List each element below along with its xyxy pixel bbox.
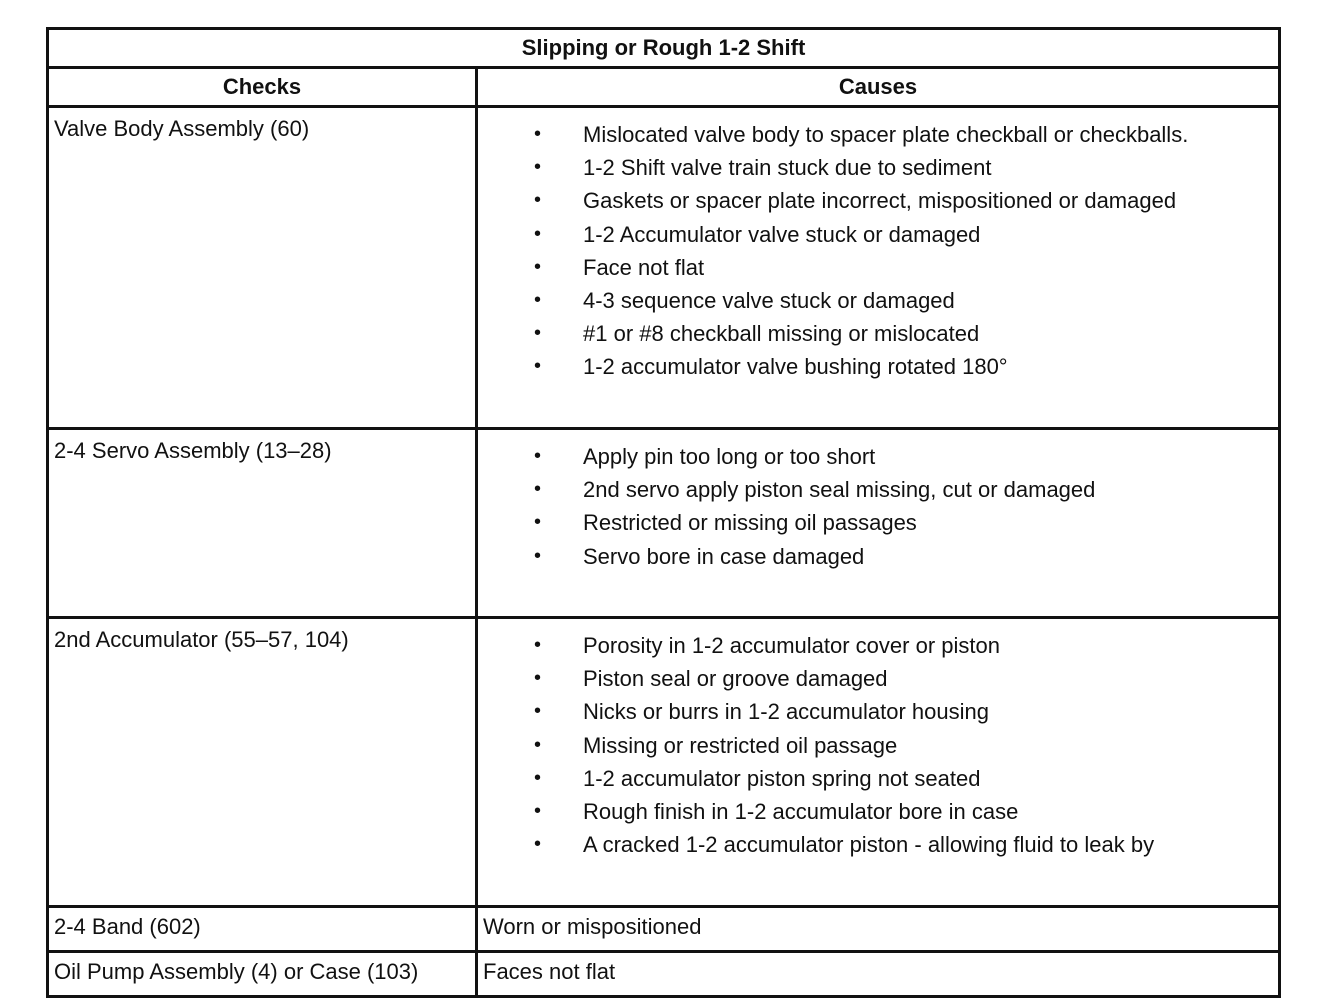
diagnosis-table [46,27,1281,998]
cause-text: Restricted or missing oil passages [583,510,917,536]
list-item [478,506,1278,539]
list-item [478,695,1278,728]
bullet-icon: • [534,511,542,534]
bullet-icon: • [534,445,542,467]
check-cell: 2nd Accumulator (55–57, 104) [48,618,477,907]
check-cell: Oil Pump Assembly (4) or Case (103) [48,952,477,997]
list-item [478,284,1278,317]
cause-text: 1-2 Accumulator valve stuck or damaged [583,221,981,247]
cause-text: 2nd servo apply piston seal missing, cut or damaged [583,477,1096,503]
header-checks: Checks [48,68,477,107]
list-item [478,184,1278,217]
list-item [478,218,1278,251]
title-row [48,29,1280,68]
cause-text: 1-2 Shift valve train stuck due to sediment [583,155,992,181]
causes-cell [477,429,1280,618]
bullet-icon: • [534,766,542,789]
header-row [48,68,1280,107]
causes-list [478,430,1278,573]
list-item [478,629,1278,662]
cause-cell: Faces not flat [477,952,1280,997]
causes-cell [477,107,1280,429]
cause-text: Nicks or burrs in 1-2 accumulator housing [583,699,989,725]
list-item [478,317,1278,350]
bullet-icon: • [534,667,542,690]
cause-text: 1-2 accumulator piston spring not seated [583,765,981,791]
bullet-icon: • [534,700,542,723]
cause-text: 4-3 sequence valve stuck or damaged [583,287,955,313]
bullet-icon: • [534,478,542,501]
list-item [478,762,1278,795]
table-title: Slipping or Rough 1-2 Shift [48,29,1280,68]
bullet-icon: • [534,288,542,311]
check-cell: Valve Body Assembly (60) [48,107,477,429]
bullet-icon: • [534,733,542,756]
cause-text: Porosity in 1-2 accumulator cover or piston [583,633,1000,658]
cause-text: 1-2 accumulator valve bushing rotated 180° [583,354,1008,380]
list-item [478,828,1278,861]
list-item [478,151,1278,184]
list-item [478,795,1278,828]
bullet-icon: • [534,123,542,145]
list-item [478,350,1278,383]
list-item [478,473,1278,506]
bullet-icon: • [534,355,542,378]
check-cell: 2-4 Servo Assembly (13–28) [48,429,477,618]
bullet-icon: • [534,156,542,179]
bullet-icon: • [534,255,542,278]
bullet-icon: • [534,322,542,345]
cause-text: Apply pin too long or too short [583,444,876,469]
table-row [48,952,1280,997]
bullet-icon: • [534,833,542,856]
table-row [48,107,1280,429]
cause-text: A cracked 1-2 accumulator piston - allowing fluid to leak by [583,832,1155,858]
bullet-icon: • [534,634,542,656]
table-row [48,429,1280,618]
cause-text: Gaskets or spacer plate incorrect, mispositioned or damaged [583,188,1177,214]
bullet-icon: • [534,799,542,822]
table-row [48,907,1280,952]
header-causes: Causes [477,68,1280,107]
cause-text: Face not flat [583,254,705,280]
check-cell: 2-4 Band (602) [48,907,477,952]
list-item [478,118,1278,151]
list-item [478,540,1278,573]
bullet-icon: • [534,222,542,245]
cause-cell: Worn or mispositioned [477,907,1280,952]
cause-text: Mislocated valve body to spacer plate checkball or checkballs. [583,122,1189,147]
cause-text: Piston seal or groove damaged [583,666,888,692]
cause-text: #1 or #8 checkball missing or mislocated [583,321,980,347]
bullet-icon: • [534,189,542,212]
list-item [478,251,1278,284]
causes-list [478,619,1278,861]
cause-text: Rough finish in 1-2 accumulator bore in case [583,798,1019,824]
cause-text: Servo bore in case damaged [583,543,865,569]
cause-text: Missing or restricted oil passage [583,732,898,758]
list-item [478,662,1278,695]
causes-cell [477,618,1280,907]
causes-list [478,108,1278,384]
list-item [478,729,1278,762]
table-row [48,618,1280,907]
bullet-icon: • [534,544,542,567]
list-item [478,440,1278,473]
